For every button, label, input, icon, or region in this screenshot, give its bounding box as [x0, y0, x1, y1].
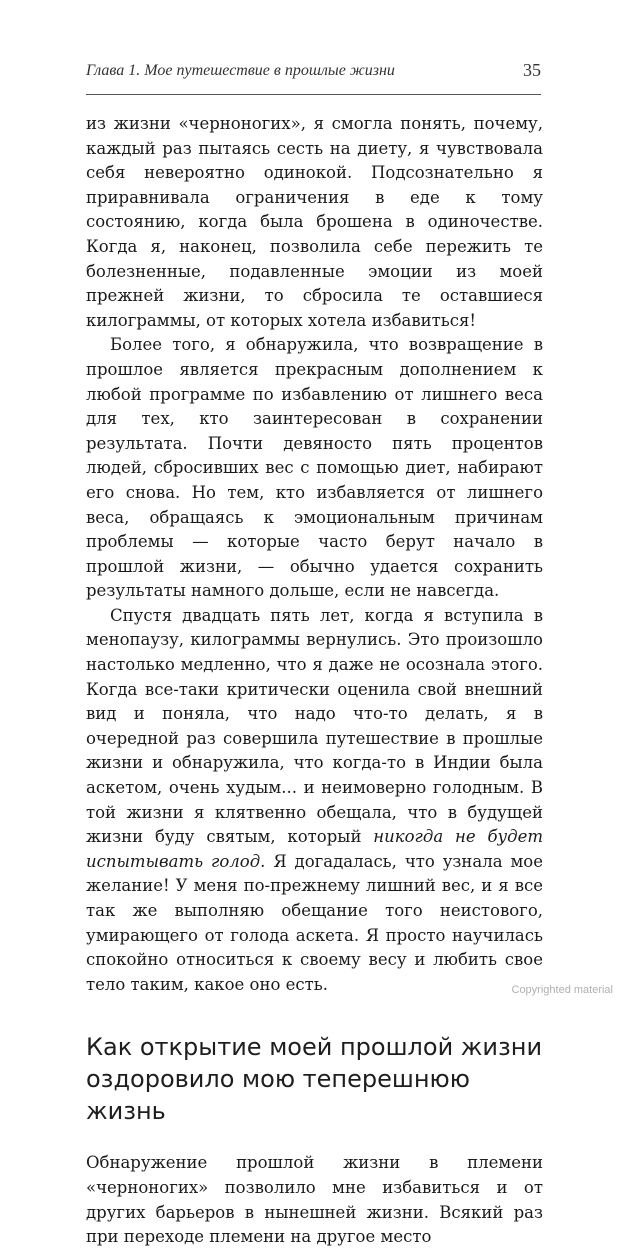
paragraph-1: из жизни «черноногих», я смогла понять, почему, каждый раз пытаясь сесть на диету, я чувствовала себя невероятно одинокой. Подсознательно я приравнивала ограничения в еде к тому состоянию, когда была брошена в одиночестве. Когда я, наконец, позволила себе пережить те болезненные, подавленные эмоции из моей прежней жизни, то сбросила те оставшиеся килограммы, от которых хотела избавиться!: [86, 114, 543, 330]
paragraph-3: [86, 604, 543, 998]
paragraph-2: Более того, я обнаружила, что возвращение в прошлое является прекрасным дополнением к любой программе по избавлению от лишнего веса для тех, кто заинтересован в сохранении результата. Почти девяносто пять процентов людей, сбросивших вес с помощью диет, набирают его снова. Но тем, кто избавляется от лишнего веса, обращаясь к эмоциональным причинам проблемы — которые часто берут начало в прошлой жизни, — обычно удается сохранить результаты намного дольше, если не навсегда.: [86, 335, 543, 601]
section-heading-line-2: оздоровило мою теперешнюю жизнь: [86, 1065, 470, 1126]
paragraph-3-text-before: Спустя двадцать пять лет, когда я вступила в менопаузу, килограммы вернулись. Это произошло настолько медленно, что я даже не осознала этого. Когда все-таки критически оценила свой внешний вид и поняла, что надо что-то делать, я в очередной раз совершила путешествие в прошлые жизни и обнаружила, что когда-то в Индии была аскетом, очень худым... и неимоверно голодным. В той жизни я клятвенно обещала, что в будущей жизни буду святым, который: [86, 605, 543, 847]
body-text: [86, 112, 543, 1250]
section-heading-line-1: Как открытие моей прошлой жизни: [86, 1033, 543, 1062]
page-number: 35: [523, 60, 541, 80]
paragraph-4: Обнаружение прошлой жизни в племени «черноногих» позволило мне избавиться и от других барьеров в нынешней жизни. Всякий раз при переходе племени на другое место: [86, 1153, 543, 1247]
copyright-watermark: Copyrighted material: [511, 984, 613, 996]
page-header: [86, 62, 541, 86]
paragraph-3-italic-phrase: никогда не будет испытывать голод: [86, 827, 543, 871]
header-rule: [86, 94, 541, 95]
running-title: Глава 1. Мое путешествие в прошлые жизни: [86, 62, 395, 79]
paragraph-3-text-after: . Я догадалась, что узнала мое желание! У меня по-прежнему лишний вес, и я все так же выполняю обещание того неистового, умирающего от голода аскета. Я просто научилась спокойно относиться к своему весу и любить свое тело таким, какое оно есть.: [86, 851, 543, 994]
section-heading: [86, 1031, 543, 1127]
